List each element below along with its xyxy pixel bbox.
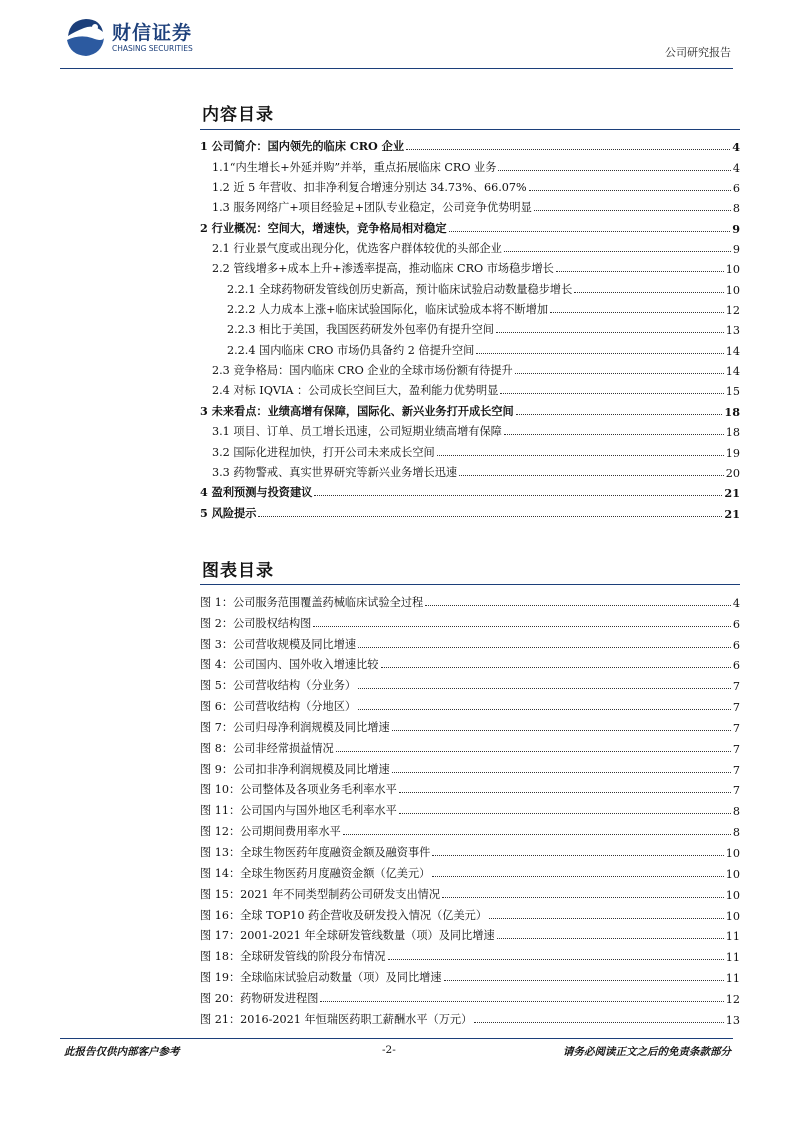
page-number: -2- xyxy=(382,1044,396,1056)
entry-page-number: 6 xyxy=(732,617,740,631)
dot-leader xyxy=(392,730,731,731)
entry-page-number: 10 xyxy=(725,846,740,860)
dot-leader xyxy=(406,149,730,150)
entry-page-number: 11 xyxy=(725,930,740,944)
entry-title: 图 15：2021 年不同类型制药公司研发支出情况 xyxy=(200,887,441,901)
entry-title: 3.1 项目、订单、员工增长迅速，公司短期业绩高增有保障 xyxy=(212,425,502,439)
entry-title: 图 8：公司非经常损益情况 xyxy=(200,741,334,755)
entry-page-number: 18 xyxy=(724,404,740,419)
dot-leader xyxy=(516,414,723,415)
entry-page-number: 12 xyxy=(725,992,740,1006)
entry-title: 图 21：2016-2021 年恒瑞医药职工薪酬水平（万元） xyxy=(200,1012,473,1026)
entry-title: 图 10：公司整体及各项业务毛利率水平 xyxy=(200,783,397,797)
entry-page-number: 10 xyxy=(725,283,740,297)
toc-entry[interactable] xyxy=(200,236,740,256)
dot-leader xyxy=(388,959,724,960)
figure-list-title-rule xyxy=(200,584,740,585)
toc-entry[interactable] xyxy=(200,419,740,439)
entry-title: 图 18：全球研发管线的阶段分布情况 xyxy=(200,950,386,964)
dot-leader xyxy=(314,495,722,496)
entry-page-number: 13 xyxy=(725,1013,740,1027)
entry-page-number: 15 xyxy=(725,385,740,399)
entry-page-number: 10 xyxy=(725,888,740,902)
figure-list-title: 图表目录 xyxy=(202,561,274,581)
entry-title: 2.2.3 相比于美国，我国医药研发外包率仍有提升空间 xyxy=(227,323,494,337)
header-divider xyxy=(60,68,733,69)
toc-entry[interactable] xyxy=(200,358,740,378)
dot-leader xyxy=(425,605,731,606)
toc-entry[interactable] xyxy=(200,378,740,398)
entry-page-number: 7 xyxy=(732,680,740,694)
entry-title: 2.4 对标 IQVIA ：公司成长空间巨大，盈利能力优势明显 xyxy=(212,384,499,398)
entry-page-number: 7 xyxy=(732,763,740,777)
dot-leader xyxy=(258,516,722,517)
dot-leader xyxy=(574,292,723,293)
dot-leader xyxy=(399,792,731,793)
entry-title: 图 4：公司国内、国外收入增速比较 xyxy=(200,658,379,672)
figure-entry[interactable] xyxy=(200,714,740,735)
toc-entry[interactable] xyxy=(200,317,740,337)
entry-title: 3.2 国际化进程加快，打开公司未来成长空间 xyxy=(212,445,435,459)
figure-entry[interactable] xyxy=(200,693,740,714)
entry-title: 图 19：全球临床试验启动数量（项）及同比增速 xyxy=(200,971,442,985)
entry-title: 3.3 药物警戒、真实世界研究等新兴业务增长迅速 xyxy=(212,465,458,479)
toc-entry[interactable] xyxy=(200,215,740,235)
logo-chinese-name: 财信证券 xyxy=(112,22,193,44)
entry-title: 3 未来看点：业绩高增有保障，国际化、新兴业务打开成长空间 xyxy=(200,403,514,418)
entry-title: 2.2.4 国内临床 CRO 市场仍具备约 2 倍提升空间 xyxy=(227,343,475,357)
dot-leader xyxy=(444,980,724,981)
dot-leader xyxy=(313,626,731,627)
entry-page-number: 10 xyxy=(725,909,740,923)
figure-entry[interactable] xyxy=(200,923,740,944)
entry-page-number: 7 xyxy=(732,701,740,715)
footer-divider xyxy=(60,1038,733,1039)
entry-title: 2.3 竞争格局：国内临床 CRO 企业的全球市场份额有待提升 xyxy=(212,364,513,378)
logo-mark-icon xyxy=(64,16,106,58)
entry-title: 图 11：公司国内与国外地区毛利率水平 xyxy=(200,804,397,818)
entry-title: 2.2.1 全球药物研发管线创历史新高，预计临床试验启动数量稳步增长 xyxy=(227,282,573,296)
dot-leader xyxy=(432,876,723,877)
figure-entry[interactable] xyxy=(200,777,740,798)
figure-entry[interactable] xyxy=(200,589,740,610)
page-header xyxy=(0,0,793,75)
dot-leader xyxy=(358,709,731,710)
figure-entry[interactable] xyxy=(200,1006,740,1027)
entry-page-number: 21 xyxy=(724,506,740,521)
entry-page-number: 9 xyxy=(732,221,740,236)
entry-title: 图 2：公司股权结构图 xyxy=(200,616,312,630)
entry-page-number: 9 xyxy=(732,243,740,257)
table-of-contents xyxy=(200,134,740,521)
dot-leader xyxy=(534,210,731,211)
figure-entry[interactable] xyxy=(200,652,740,673)
entry-title: 图 20：药物研发进程图 xyxy=(200,991,319,1005)
toc-entry[interactable] xyxy=(200,500,740,520)
entry-page-number: 6 xyxy=(732,182,740,196)
entry-page-number: 6 xyxy=(732,638,740,652)
figure-entry[interactable] xyxy=(200,902,740,923)
dot-leader xyxy=(336,751,731,752)
toc-entry[interactable] xyxy=(200,276,740,296)
dot-leader xyxy=(432,855,723,856)
toc-title: 内容目录 xyxy=(202,105,274,125)
figure-entry[interactable] xyxy=(200,818,740,839)
figure-entry[interactable] xyxy=(200,631,740,652)
entry-page-number: 14 xyxy=(725,365,740,379)
entry-page-number: 11 xyxy=(725,951,740,965)
figure-entry[interactable] xyxy=(200,860,740,881)
entry-page-number: 7 xyxy=(732,784,740,798)
entry-page-number: 19 xyxy=(725,446,740,460)
footer-disclaimer-right: 请务必阅读正文之后的免责条款部分 xyxy=(563,1046,731,1058)
toc-entry[interactable] xyxy=(200,154,740,174)
figure-list xyxy=(200,589,740,1027)
dot-leader xyxy=(529,190,731,191)
dot-leader xyxy=(358,688,731,689)
figure-entry[interactable] xyxy=(200,839,740,860)
entry-page-number: 20 xyxy=(725,466,740,480)
toc-entry[interactable] xyxy=(200,134,740,154)
entry-page-number: 18 xyxy=(725,426,740,440)
entry-page-number: 8 xyxy=(732,805,740,819)
dot-leader xyxy=(500,393,723,394)
dot-leader xyxy=(474,1022,723,1023)
dot-leader xyxy=(449,231,731,232)
entry-page-number: 8 xyxy=(732,826,740,840)
company-logo xyxy=(64,16,214,58)
entry-page-number: 11 xyxy=(725,972,740,986)
figure-entry[interactable] xyxy=(200,735,740,756)
toc-entry[interactable] xyxy=(200,297,740,317)
toc-entry[interactable] xyxy=(200,175,740,195)
dot-leader xyxy=(476,353,723,354)
report-type-label: 公司研究报告 xyxy=(665,46,731,59)
dot-leader xyxy=(437,455,724,456)
dot-leader xyxy=(399,813,731,814)
dot-leader xyxy=(515,373,724,374)
dot-leader xyxy=(498,170,730,171)
dot-leader xyxy=(504,434,724,435)
entry-page-number: 4 xyxy=(732,140,740,155)
figure-entry[interactable] xyxy=(200,881,740,902)
toc-title-rule xyxy=(200,129,740,130)
toc-entry[interactable] xyxy=(200,480,740,500)
logo-english-name: CHASING SECURITIES xyxy=(112,44,193,53)
toc-entry[interactable] xyxy=(200,337,740,357)
dot-leader xyxy=(550,312,724,313)
entry-title: 图 1：公司服务范围覆盖药械临床试验全过程 xyxy=(200,595,424,609)
figure-entry[interactable] xyxy=(200,610,740,631)
entry-title: 图 6：公司营收结构（分地区） xyxy=(200,700,357,714)
entry-title: 1 公司简介：国内领先的临床 CRO 企业 xyxy=(200,139,405,154)
figure-entry[interactable] xyxy=(200,797,740,818)
entry-page-number: 7 xyxy=(732,742,740,756)
entry-page-number: 7 xyxy=(732,721,740,735)
figure-entry[interactable] xyxy=(200,985,740,1006)
entry-title: 2.2 管线增多+成本上升+渗透率提高，推动临床 CRO 市场稳步增长 xyxy=(212,262,554,276)
entry-title: 2.2.2 人力成本上涨+临床试验国际化，临床试验成本将不断增加 xyxy=(227,303,549,317)
entry-title: 图 7：公司归母净利润规模及同比增速 xyxy=(200,720,390,734)
dot-leader xyxy=(496,332,724,333)
entry-title: 图 16：全球 TOP10 药企营收及研发投入情况（亿美元） xyxy=(200,908,488,922)
entry-page-number: 6 xyxy=(732,659,740,673)
entry-title: 图 3：公司营收规模及同比增速 xyxy=(200,637,357,651)
entry-title: 2 行业概况：空间大，增速快，竞争格局相对稳定 xyxy=(200,220,447,235)
entry-title: 图 9：公司扣非净利润规模及同比增速 xyxy=(200,762,390,776)
figure-entry[interactable] xyxy=(200,943,740,964)
entry-page-number: 13 xyxy=(725,324,740,338)
toc-entry[interactable] xyxy=(200,256,740,276)
entry-title: 图 14：全球生物医药月度融资金额（亿美元） xyxy=(200,866,431,880)
dot-leader xyxy=(442,897,724,898)
entry-page-number: 21 xyxy=(724,486,740,501)
figure-entry[interactable] xyxy=(200,756,740,777)
entry-title: 4 盈利预测与投资建议 xyxy=(200,485,313,500)
toc-entry[interactable] xyxy=(200,195,740,215)
dot-leader xyxy=(489,918,724,919)
dot-leader xyxy=(343,834,731,835)
entry-page-number: 8 xyxy=(732,202,740,216)
dot-leader xyxy=(392,772,731,773)
toc-entry[interactable] xyxy=(200,439,740,459)
dot-leader xyxy=(504,251,731,252)
entry-page-number: 10 xyxy=(725,263,740,277)
entry-page-number: 4 xyxy=(732,596,740,610)
entry-title: 图 5：公司营收结构（分业务） xyxy=(200,679,357,693)
toc-entry[interactable] xyxy=(200,398,740,418)
toc-entry[interactable] xyxy=(200,460,740,480)
dot-leader xyxy=(381,667,731,668)
entry-title: 图 17：2001-2021 年全球研发管线数量（项）及同比增速 xyxy=(200,929,495,943)
dot-leader xyxy=(320,1001,723,1002)
entry-page-number: 12 xyxy=(725,304,740,318)
dot-leader xyxy=(358,647,731,648)
dot-leader xyxy=(459,475,724,476)
figure-entry[interactable] xyxy=(200,964,740,985)
entry-title: 1.1“内生增长+外延并购”并举，重点拓展临床 CRO 业务 xyxy=(212,160,497,174)
entry-title: 5 风险提示 xyxy=(200,505,257,520)
dot-leader xyxy=(497,938,724,939)
figure-entry[interactable] xyxy=(200,672,740,693)
entry-page-number: 14 xyxy=(725,344,740,358)
entry-title: 1.3 服务网络广+项目经验足+团队专业稳定，公司竞争优势明显 xyxy=(212,201,532,215)
entry-title: 2.1 行业景气度或出现分化，优选客户群体较优的头部企业 xyxy=(212,242,502,256)
entry-page-number: 4 xyxy=(732,161,740,175)
entry-title: 1.2 近 5 年营收、扣非净利复合增速分别达 34.73%、66.07% xyxy=(212,181,527,195)
footer-disclaimer-left: 此报告仅供内部客户参考 xyxy=(64,1046,180,1058)
entry-page-number: 10 xyxy=(725,867,740,881)
dot-leader xyxy=(556,271,724,272)
entry-title: 图 13：全球生物医药年度融资金额及融资事件 xyxy=(200,845,431,859)
entry-title: 图 12：公司期间费用率水平 xyxy=(200,825,341,839)
